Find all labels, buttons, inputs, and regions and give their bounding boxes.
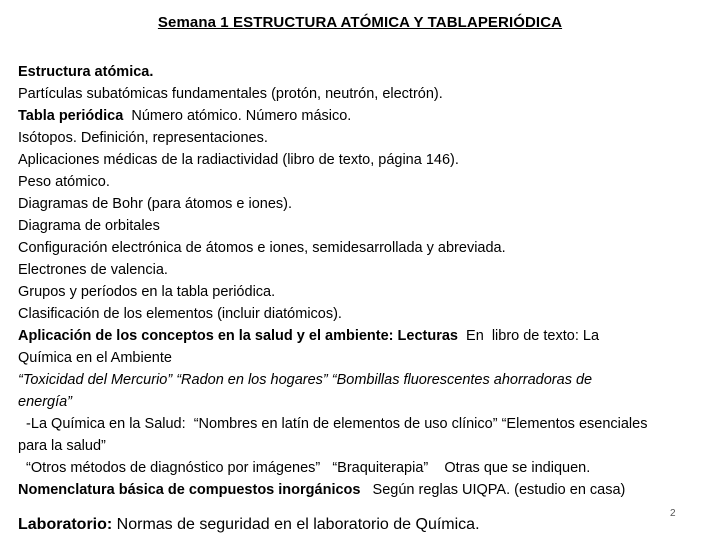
reading-titles: “Toxicidad del Mercurio” “Radon en los hogares” “Bombillas fluorescentes ahorradoras de: [18, 372, 593, 388]
lab-footer: [18, 516, 480, 534]
topic-line: Partículas subatómicas fundamentales (protón, neutrón, electrón).: [18, 86, 443, 102]
topic-line: Aplicaciones médicas de la radiactividad (libro de texto, página 146).: [18, 152, 459, 168]
topic-line: Diagrama de orbitales: [18, 218, 160, 234]
topic-line: [18, 325, 718, 347]
topic-line: [18, 479, 718, 501]
topic-line: [18, 105, 718, 127]
topic-line: Grupos y períodos en la tabla periódica.: [18, 284, 276, 300]
topic-heading-estructura: Estructura atómica.: [18, 64, 154, 80]
topic-line: -La Química en la Salud: “Nombres en latín de elementos de uso clínico” “Elementos esenciales: [18, 416, 648, 432]
lab-heading: Laboratorio:: [18, 516, 113, 533]
topic-heading-tabla: Tabla periódica: [18, 108, 124, 124]
topic-line: para la salud”: [18, 438, 106, 454]
page-title: Semana 1 ESTRUCTURA ATÓMICA Y TABLAPERIÓDICA: [157, 14, 563, 31]
topic-heading-aplicacion: Aplicación de los conceptos en la salud y el ambiente: Lecturas: [18, 328, 458, 344]
topic-list: [18, 61, 718, 501]
reading-titles: energía”: [18, 394, 73, 410]
topic-line: Peso atómico.: [18, 174, 110, 190]
topic-text: Según reglas UIQPA. (estudio en casa): [360, 482, 626, 498]
page-number: 2: [670, 508, 676, 519]
topic-line: “Otros métodos de diagnóstico por imágenes” “Braquiterapia” Otras que se indiquen.: [18, 460, 591, 476]
topic-line: Isótopos. Definición, representaciones.: [18, 130, 268, 146]
lab-text: Normas de seguridad en el laboratorio de Química.: [112, 516, 480, 533]
topic-line: Configuración electrónica de átomos e iones, semidesarrollada y abreviada.: [18, 240, 506, 256]
topic-line: Electrones de valencia.: [18, 262, 168, 278]
topic-line: Diagramas de Bohr (para átomos e iones).: [18, 196, 293, 212]
topic-text: Número atómico. Número másico.: [123, 108, 352, 124]
topic-line: Clasificación de los elementos (incluir diatómicos).: [18, 306, 342, 322]
topic-text: En libro de texto: La: [457, 328, 600, 344]
topic-heading-nomenclatura: Nomenclatura básica de compuestos inorgánicos: [18, 482, 361, 498]
topic-line: Química en el Ambiente: [18, 350, 172, 366]
